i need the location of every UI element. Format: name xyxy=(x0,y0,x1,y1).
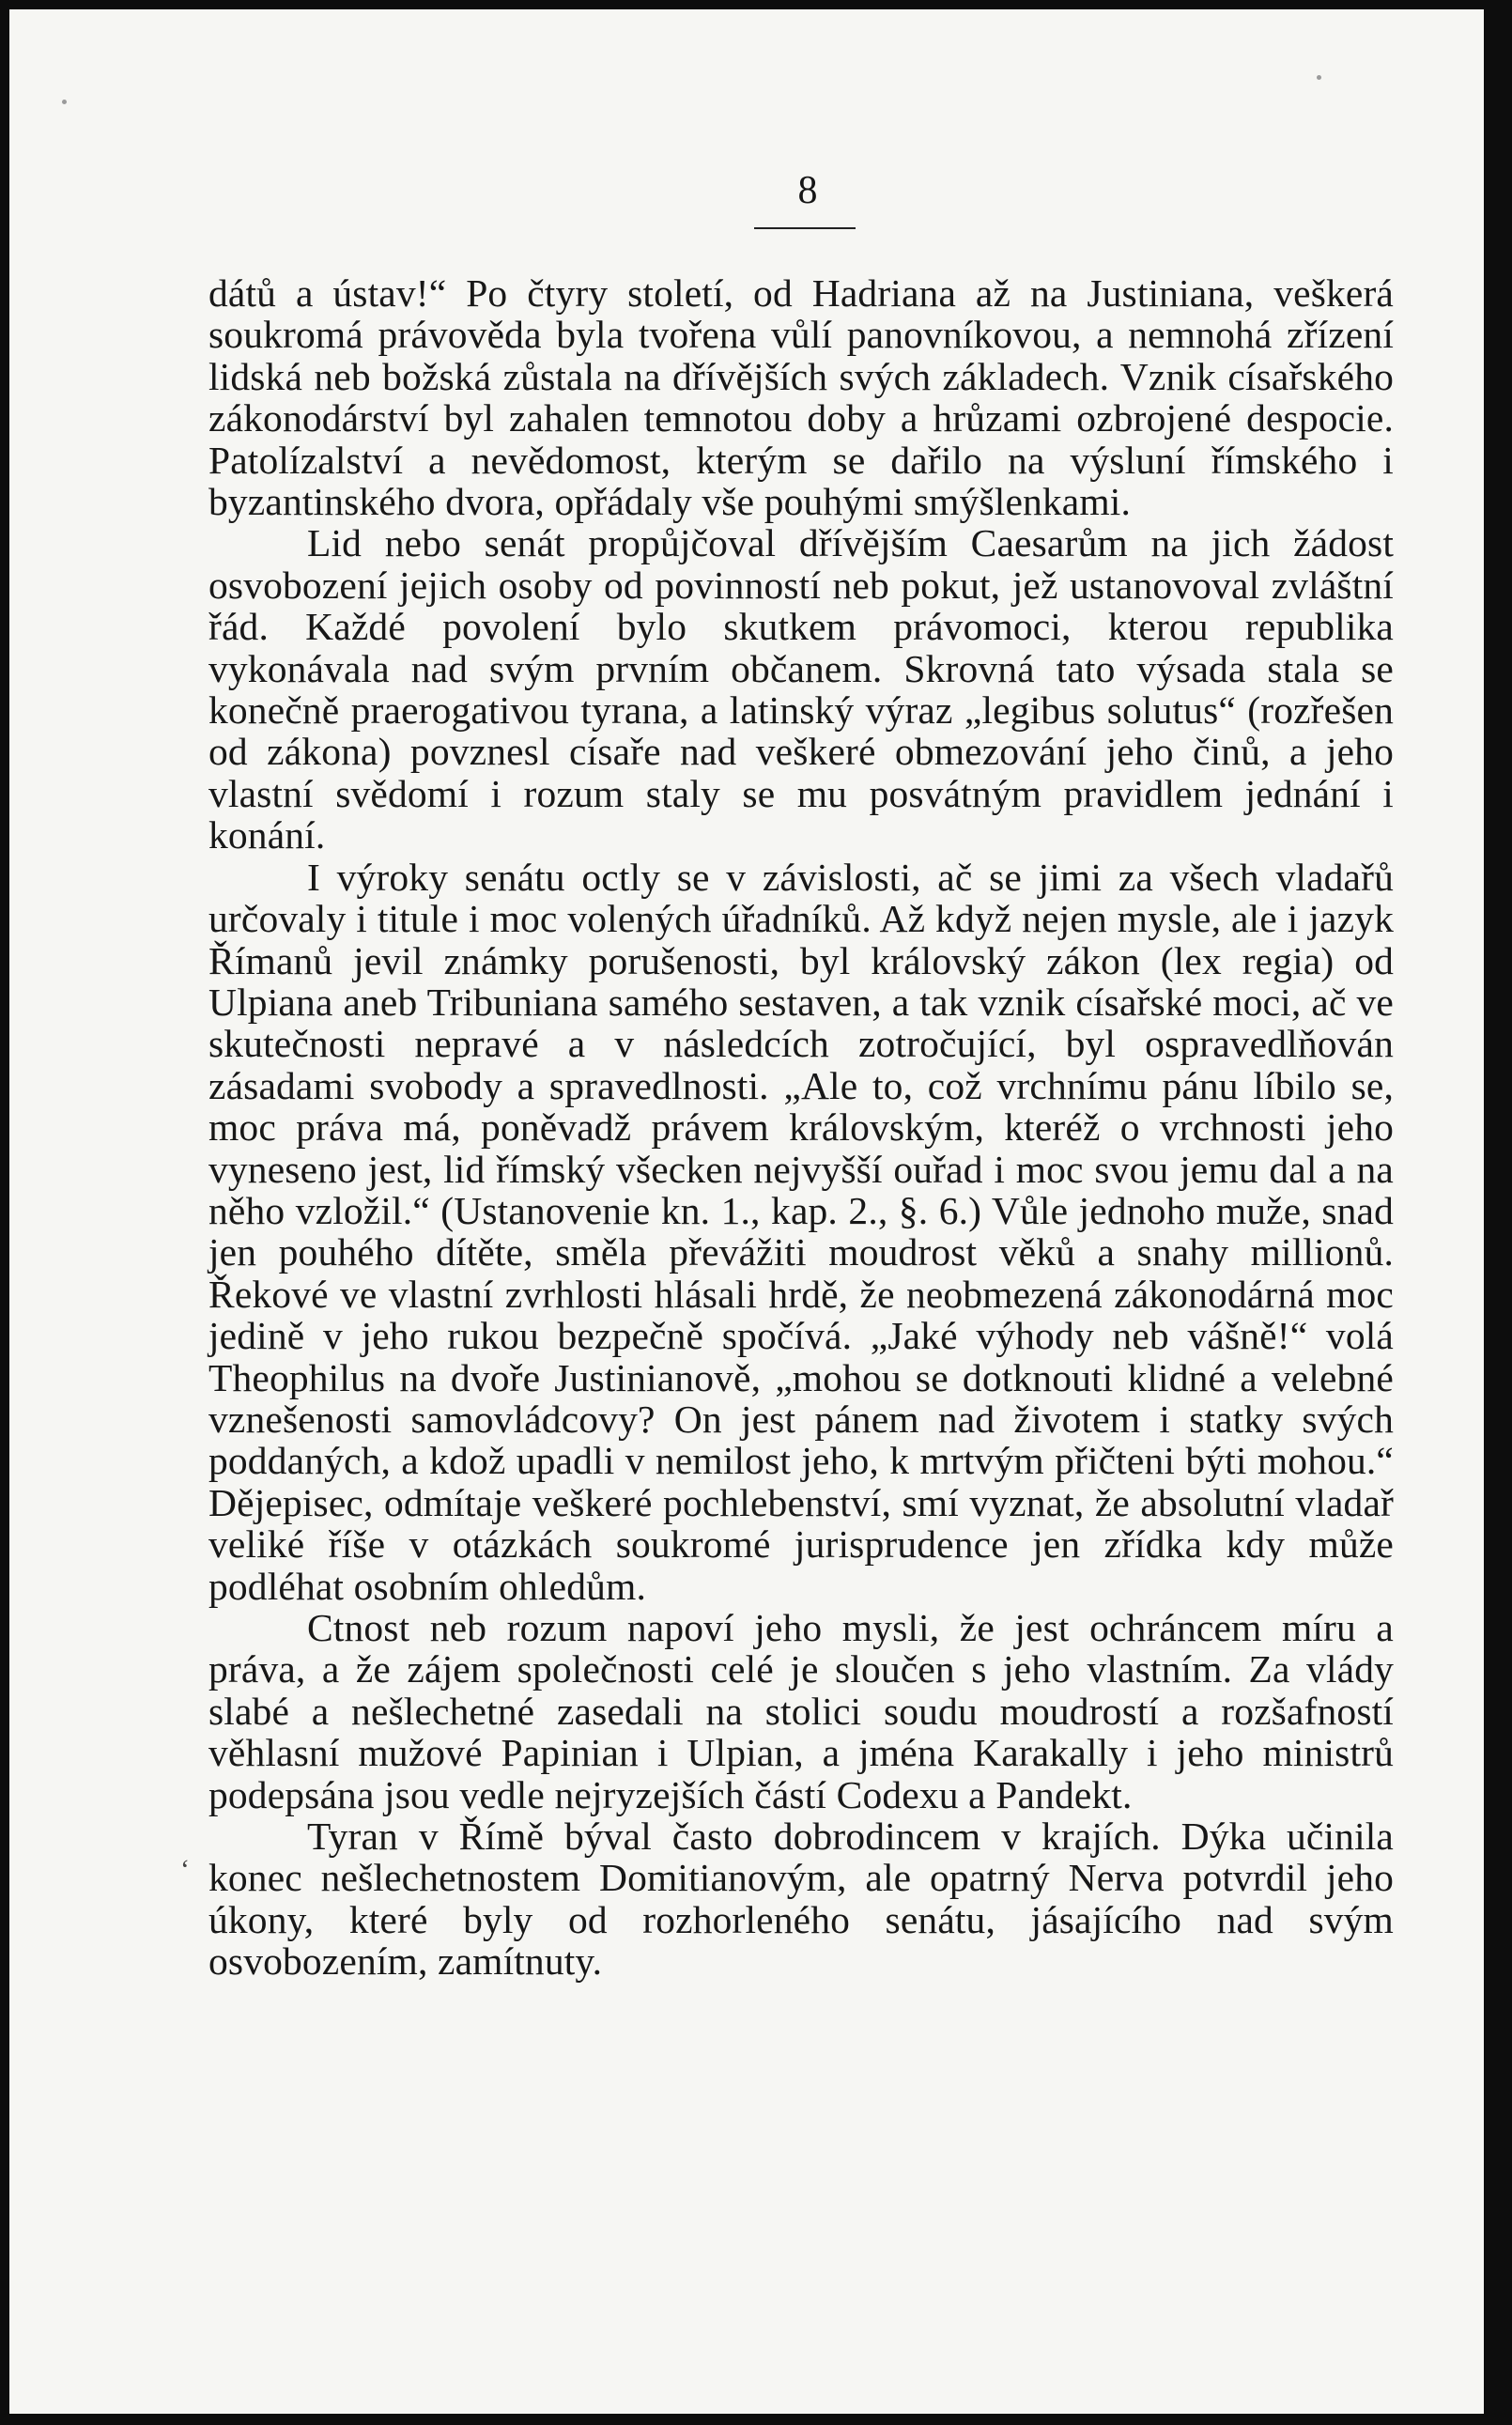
body-text xyxy=(208,272,1394,1983)
paragraph: dátů a ústav!“ Po čtyry století, od Hadriana až na Justiniana, veškerá soukromá právověda byla tvořena vůlí panovníkovou, a nemnohá zřízení lidská neb božská zůstala na dřívějších svých základech. Vznik císařského zákonodárství byl zahalen temnotou doby a hrůzami ozbrojené despocie. Patolízalství a nevědomost, kterým se dařilo na výsluní římského i byzantinského dvora, opřádaly vše pouhými smýšlenkami. xyxy=(208,271,1394,524)
paragraph: Lid nebo senát propůjčoval dřívějším Caesarům na jich žádost osvobození jejich osoby od povinností neb pokut, jež ustanovoval zvláštní řád. Každé povolení bylo skutkem právomoci, kterou republika vykonávala nad svým prvním občanem. Skrovná tato výsada stala se konečně praerogativou tyrana, a latinský výraz „legibus solutus“ (rozřešen od zákona) povznesl císaře nad veškeré obmezování jeho činů, a jeho vlastní svědomí i rozum staly se mu posvátným pravidlem jednání i konání. xyxy=(208,521,1394,857)
page-number: 8 xyxy=(797,169,818,212)
paper-speck xyxy=(62,100,67,104)
paragraph: Ctnost neb rozum napoví jeho mysli, že jest ochráncem míru a práva, a že zájem společnosti celé je sloučen s jeho vlastním. Za vlády slabé a nešlechetné zasedali na stolici soudu moudrostí a rozšafností věhlasní mužové Papinian i Ulpian, a jména Karakally i jeho ministrů podepsána jsou vedle nejryzejších částí Codexu a Pandekt. xyxy=(208,1606,1394,1816)
paragraph: Tyran v Římě býval často dobrodincem v krajích. Dýka učinila konec nešlechetnostem Domitianovým, ale opatrný Nerva potvrdil jeho úkony, které byly od rozhorleného senátu, jásajícího nad svým osvobozením, zamítnuty. xyxy=(208,1815,1394,1984)
page-number-rule xyxy=(754,227,856,229)
paper-speck xyxy=(1317,75,1321,80)
book-page xyxy=(9,9,1484,2414)
margin-mark: ‘ xyxy=(180,1854,190,1885)
paragraph: I výroky senátu octly se v závislosti, ač se jimi za všech vladařů určovaly i titule i moc volených úřadníků. Až když nejen mysle, ale i jazyk Římanů jevil známky porušenosti, byl královský zákon (lex regia) od Ulpiana aneb Tribuniana samého sestaven, a tak vznik císařské moci, ač ve skutečnosti nepravé a v následcích zotročující, byl ospravedlňován zásadami svobody a spravedlnosti. „Ale to, což vrchnímu pánu líbilo se, moc práva má, poněvadž právem královským, kteréž o vrchnosti jeho vyneseno jest, lid římský všecken nejvyšší ouřad i moc svou jemu dal a na něho vzložil.“ (Ustanovenie kn. 1., kap. 2., §. 6.) Vůle jednoho muže, snad jen pouhého dítěte, směla převážiti moudrost věků a snahy millionů. Řekové ve vlastní zvrhlosti hlásali hrdě, že neobmezená zákonodárná moc jedině v jeho rukou bezpečně spočívá. „Jaké výhody neb vášně!“ volá Theophilus na dvoře Justinianově, „mohou se dotknouti klidné a velebné vznešenosti samovládcovy? On jest pánem nad životem i statky svých poddaných, a kdož upadli v nemilost jeho, k mrtvým přičteni býti mohou.“ Dějepisec, odmítaje veškeré pochlebenství, smí vyznat, že absolutní vladař veliké říše v otázkách soukromé jurisprudence jen zřídka kdy může podléhat osobním ohledům. xyxy=(208,855,1394,1608)
